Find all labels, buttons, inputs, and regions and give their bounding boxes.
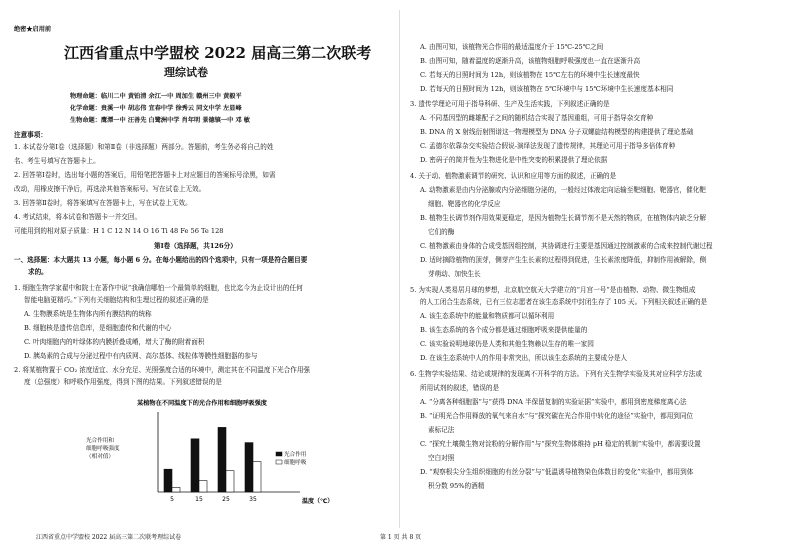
q2-stem: 度（总强度）和呼吸作用强度，得到下图的结果。下列叙述错误的是	[24, 378, 222, 386]
q3-option-d: D. 密码子的简并性为生物进化是中性突变的积累提供了理论依据	[420, 156, 608, 164]
q3-option-b: B. DNA 的 X 射线衍射图谱这一物理模型为 DNA 分子双螺旋结构模型的构建提供了理论基础	[420, 128, 694, 136]
chart-title: 某植物在不同温度下的光合作用和细胞呼吸强度	[137, 400, 267, 407]
bar-photosynthesis-15	[191, 439, 199, 492]
q6-option-d: D. “观察根尖分生组织细胞的有丝分裂”与“低温诱导植物染色体数目的变化”实验中，都用到体	[420, 468, 694, 476]
footer-left: 江西省重点中学盟校 2022 届高三第二次联考理综试卷	[36, 534, 182, 541]
atomic-mass-line: 可能用到的相对原子质量：H 1 C 12 N 14 O 16 Ti 48 Fe 56 Te 128	[14, 227, 224, 235]
q2-stem: 2. 将某植物置于 CO₂ 浓度适宜、水分充足、光照强度合适的环境中，测定其在不同温度下光合作用强	[14, 366, 311, 374]
q1-option-c: C. 叶肉细胞内的叶绿体的内膜折叠成嵴，增大了酶的附着面积	[24, 338, 205, 346]
paper-subtitle: 理综试卷	[164, 66, 208, 79]
q4-option-a: A. 动物激素是由内分泌腺或内分泌细胞分泌的，一般经过体液定向运输至靶细胞、靶器官，催化靶	[420, 186, 706, 194]
bar-respiration-35	[253, 462, 261, 492]
chart-ylabel-1: 光合作用和	[86, 438, 114, 444]
chart-ylabel-3: （相对值）	[86, 454, 114, 460]
setter-line-biology: 生物命题：鹰潭一中 汪善先 白鹭洲中学 肖年明 景德镇一中 邓 敏	[70, 117, 250, 124]
q5-option-c: C. 该实验说明地球仍是人类和其他生物赖以生存的唯一家园	[420, 340, 594, 348]
q3-stem: 3. 遗传学理论可用于指导科研、生产及生活实践，下列叙述正确的是	[410, 100, 610, 108]
q1-option-d: D. 胰岛素的合成与分泌过程中有内质网、高尔基体、线粒体等膜性细胞器的参与	[24, 352, 258, 360]
q1-option-b: B. 细胞核是遗传信息库，是细胞遗传和代谢的中心	[24, 324, 172, 332]
note-line: 名、考生号填写在答题卡上。	[14, 157, 100, 165]
q2-option-c: C. 若每天的日照时间为 12h，则该植物在 15℃左右的环境中生长速度最快	[420, 71, 640, 79]
legend-swatch-photosynthesis	[276, 452, 282, 456]
legend-label-photosynthesis: 光合作用	[284, 452, 307, 458]
setter-line-chemistry: 化学命题：贵溪一中 胡志伟 宜春中学 徐秀云 同文中学 左显峰	[70, 105, 242, 112]
x-ticks-group	[170, 496, 257, 503]
q2-option-b: B. 由图可知，随着温度的逐渐升高，该植物细胞呼吸强度也一直在逐渐升高	[420, 57, 641, 65]
q3-option-c: C. 孟德尔依靠杂交实验结合假说-演绎法发现了遗传规律，其理论可用于指导多倍体育种	[420, 142, 676, 150]
footer-page-number: 第 1 页 共 8 页	[380, 534, 422, 541]
bars-group	[164, 427, 261, 492]
q1-stem: 1. 细胞生物学家翟中和院士在著作中说“我确信哪怕一个最简单的细胞，也比迄今为止设计出的任何	[14, 284, 303, 292]
q6-stem: 所用试剂的叙述，错误的是	[420, 384, 500, 392]
bar-respiration-5	[172, 487, 180, 492]
q5-option-d: D. 在该生态系统中人的作用非常突出，所以该生态系统的主要成分是人	[420, 354, 628, 362]
q4-option-a-cont: 细胞、靶器官的化学反应	[428, 200, 501, 208]
q1-option-a: A. 生物膜系统是生物体内所有膜结构的统称	[24, 310, 152, 318]
note-line: 4. 考试结束，将本试卷和答题卡一并交回。	[14, 213, 142, 221]
bar-photosynthesis-5	[164, 469, 172, 492]
chart-ylabel-2: 细胞呼吸强度	[86, 446, 120, 452]
setter-line-physics: 物理命题：临川二中 黄铂清 余江一中 周加生 赣州三中 黄毅平	[70, 93, 242, 100]
q2-option-a: A. 由图可知，该植物光合作用的最适温度介于 15℃-25℃之间	[420, 43, 604, 51]
legend-label-respiration: 细胞呼吸	[284, 460, 307, 466]
x-tick-label: 25	[222, 496, 230, 503]
q4-option-b: B. 植物生长调节剂作用效果更稳定，是因为植物生长调节剂不是天然的物质，在植物体内缺乏分解	[420, 214, 706, 222]
q4-option-c: C. 植物激素由身体的合成受基因组控制，其协调进行主要是基因通过控制激素的合成来控制代谢过程	[420, 242, 713, 250]
q1-stem: 智能电脑更精巧。”下列有关细胞结构和生理过程的叙述正确的是	[24, 296, 209, 304]
bar-photosynthesis-25	[218, 427, 226, 492]
x-tick-label: 5	[170, 496, 174, 503]
bar-photosynthesis-35	[245, 443, 253, 492]
q4-stem: 4. 关于动、植物激素调节的研究、认识和应用等方面的叙述，正确的是	[410, 172, 617, 180]
note-line: 改动，用橡皮擦干净后，再选涂其他答案标号。写在试卷上无效。	[14, 185, 206, 193]
q4-option-d: D. 适时摘除植物的顶芽，侧芽产生生长素的过程得到促进，生长素浓度降低，抑制作用被解除，侧	[420, 256, 707, 264]
q5-stem: 的人工闭合生态系统，已有三位志愿者在该生态系统中封闭生存了 105 天。下列相关叙述正确的是	[420, 298, 708, 306]
note-line: 2. 回答第Ⅰ卷时，选出每小题的答案后，用铅笔把答题卡上对应题目的答案标号涂黑，如需	[14, 171, 276, 179]
x-tick-label: 35	[249, 496, 257, 503]
q5-stem: 5. 为实现人类易居月球的梦想，北京航空航天大学建立的“月宫一号”是由植物、动物、微生物组成	[410, 286, 696, 294]
q5-option-b: B. 该生态系统的各个成分都是通过细胞呼吸来提供能量的	[420, 326, 588, 334]
part1-title: 第Ⅰ卷（选择题，共126分）	[154, 242, 237, 250]
q4-option-d-cont: 芽萌动、加快生长	[428, 270, 481, 278]
bar-respiration-25	[226, 471, 234, 492]
q2-option-d: D. 若每天的日照时间为 12h，则该植物在 5℃环境中与 15℃环境中生长速度基本相同	[420, 85, 674, 93]
q6-option-b-cont: 素标记法	[428, 426, 455, 434]
confidential-mark: 绝密★启用前	[14, 26, 52, 33]
x-tick-label: 15	[195, 496, 203, 503]
q5-option-a: A. 该生态系统中的能量和物质都可以循环利用	[420, 312, 555, 320]
notes-heading: 注意事项：	[14, 131, 47, 139]
q6-option-c: C. “探究土壤微生物对淀粉的分解作用”与“探究生物体维持 pH 稳定的机制”实验中，都需要设置	[420, 440, 701, 448]
q6-option-a: A. “分离各种细胞器”与“获得 DNA 半保留复制的实验证据”实验中，都用到密度梯度离心法	[420, 398, 687, 406]
legend-swatch-respiration	[276, 460, 282, 464]
note-line: 3. 回答第Ⅱ卷时，将答案填写在答题卡上，写在试卷上无效。	[14, 199, 192, 207]
q6-option-d-cont: 积分数 95%的酒精	[428, 482, 485, 490]
q6-stem: 6. 生物学实验结果、结论或规律的发现离不开科学的方法。下列有关生物学实验及其对应科学方法或	[410, 370, 702, 378]
section1-instruction: 求的。	[28, 268, 48, 276]
section1-instruction: 一、选择题：本大题共 13 小题，每小题 6 分。在每小题给出的四个选项中，只有一项是符合题目要	[14, 256, 308, 264]
q4-option-b-cont: 它们的酶	[428, 228, 455, 236]
paper-title: 江西省重点中学盟校 2022 届高三第二次联考	[64, 44, 372, 62]
chart-xlabel: 温度（℃）	[302, 498, 334, 505]
q6-option-c-cont: 空白对照	[428, 454, 455, 462]
q6-option-b: B. “证明光合作用释放的氧气来自水”与“探究碳在光合作用中转化的途径”实验中，都用到同位	[420, 412, 694, 420]
bar-respiration-15	[199, 481, 207, 492]
note-line: 1. 本试卷分第Ⅰ卷（选择题）和第Ⅱ卷（非选择题）两部分。答题前，考生务必将自己的姓	[14, 143, 274, 151]
column-divider	[399, 10, 400, 528]
q3-option-a: A. 不同基因型的雌雄配子之间的随机结合实现了基因重组，可用于指导杂交育种	[420, 114, 654, 122]
bar-chart	[74, 392, 334, 510]
